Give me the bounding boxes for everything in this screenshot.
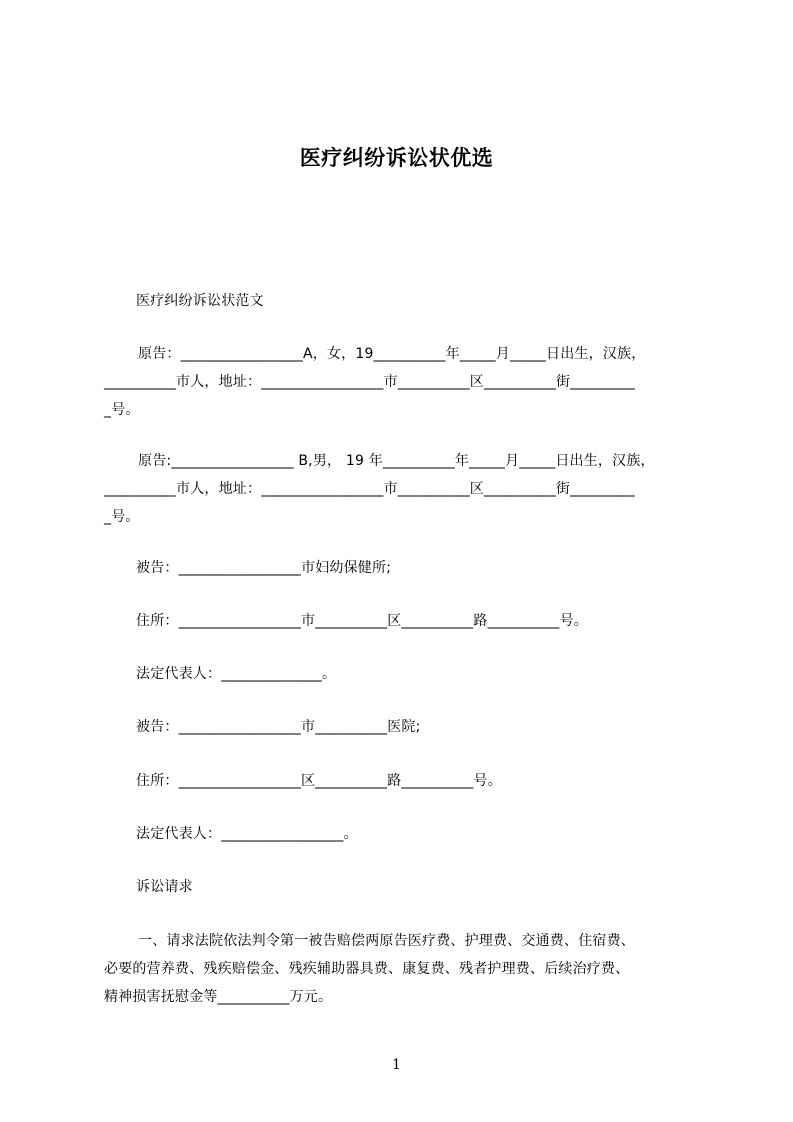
claim-1-line-2: 必要的营养费、残疾赔偿金、残疾辅助器具费、康复费、残者护理费、后续治疗费、 [104,961,630,977]
plaintiff-a-line-3: _号。 [104,402,140,418]
document-title: 医疗纠纷诉讼状优选 [299,146,494,170]
claim-1-line-3: 精神损害抚慰金等__________万元。 [104,989,333,1005]
claims-heading: 诉讼请求 [136,879,193,895]
defendant-1-representative: 法定代表人：______________。 [136,666,337,682]
section-heading: 医疗纠纷诉讼状范文 [136,293,264,309]
defendant-1-address: 住所：_________________市__________区__________路__________号。 [136,613,588,629]
defendant-2: 被告：_________________市__________医院; [136,719,421,735]
defendant-1: 被告：_________________市妇幼保健所; [136,560,392,576]
plaintiff-b-line-1: 原告:_________________ B,男， 19 年__________年_____月_____日出生，汉族， [138,453,655,469]
claim-1-line-1: 一、请求法院依法判令第一被告赔偿两原告医疗费、护理费、交通费、住宿费、 [138,933,635,949]
defendant-2-address: 住所：_________________区__________路__________号。 [136,773,502,789]
plaintiff-a-line-2: __________市人，地址：_________________市__________区__________街_________ [104,374,635,390]
plaintiff-a-line-1: 原告：_________________A，女，19__________年_____月_____日出生，汉族， [138,346,646,362]
plaintiff-b-line-2: __________市人，地址：_________________市__________区__________街_________ [104,481,635,497]
defendant-2-representative: 法定代表人：_________________。 [136,826,358,842]
plaintiff-b-line-3: _号。 [104,509,140,525]
page-number: 1 [392,1057,401,1073]
